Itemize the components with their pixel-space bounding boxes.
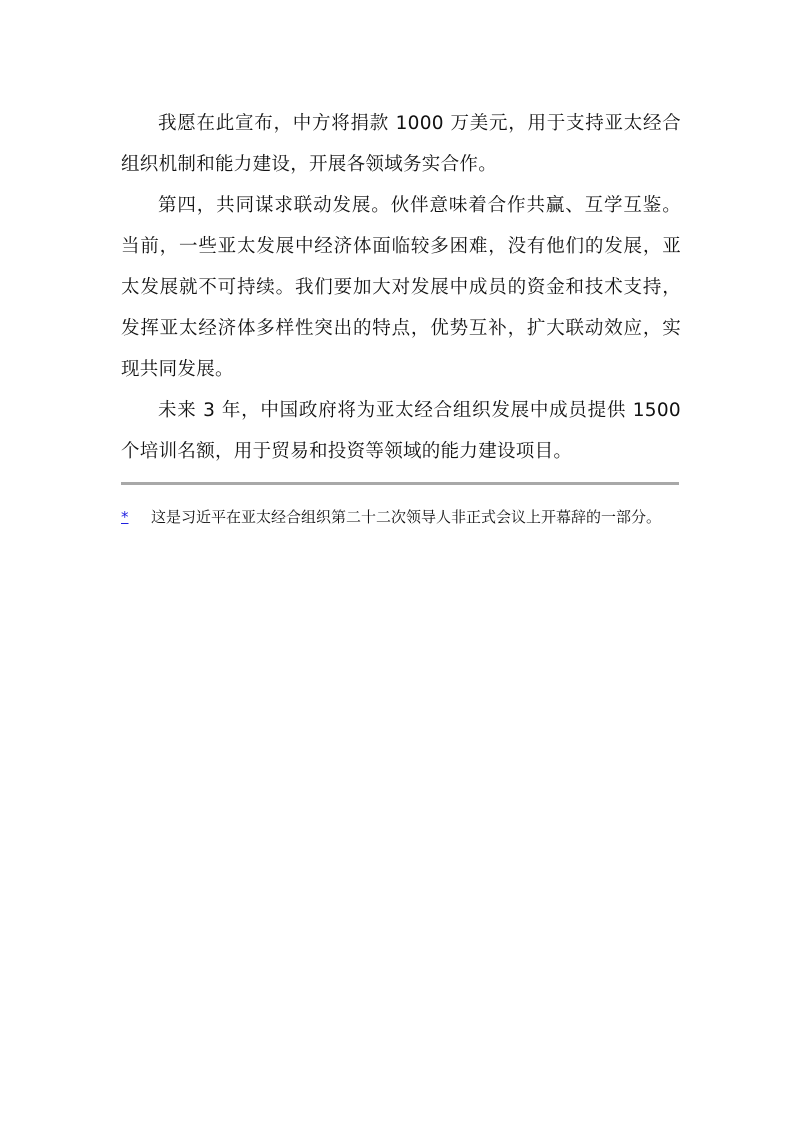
footnote — [121, 508, 681, 526]
paragraph-joint-development: 第四，共同谋求联动发展。伙伴意味着合作共赢、互学互鉴。当前，一些亚太发展中经济体面临较多困难，没有他们的发展，亚太发展就不可持续。我们要加大对发展中成员的资金和技术支持，发挥亚太经济体多样性突出的特点，优势互补，扩大联动效应，实现共同发展。 — [121, 195, 681, 380]
body-text — [121, 103, 681, 472]
footnote-text: 这是习近平在亚太经合组织第二十二次领导人非正式会议上开幕辞的一部分。 — [151, 508, 662, 526]
paragraph-donation: 我愿在此宣布，中方将捐款 1000 万美元，用于支持亚太经合组织机制和能力建设，开展各领域务实合作。 — [121, 113, 681, 175]
paragraph-training: 未来 3 年，中国政府将为亚太经合组织发展中成员提供 1500 个培训名额，用于贸易和投资等领域的能力建设项目。 — [121, 400, 681, 462]
footnote-divider — [121, 482, 679, 485]
footnote-marker-link[interactable]: * — [121, 508, 129, 526]
